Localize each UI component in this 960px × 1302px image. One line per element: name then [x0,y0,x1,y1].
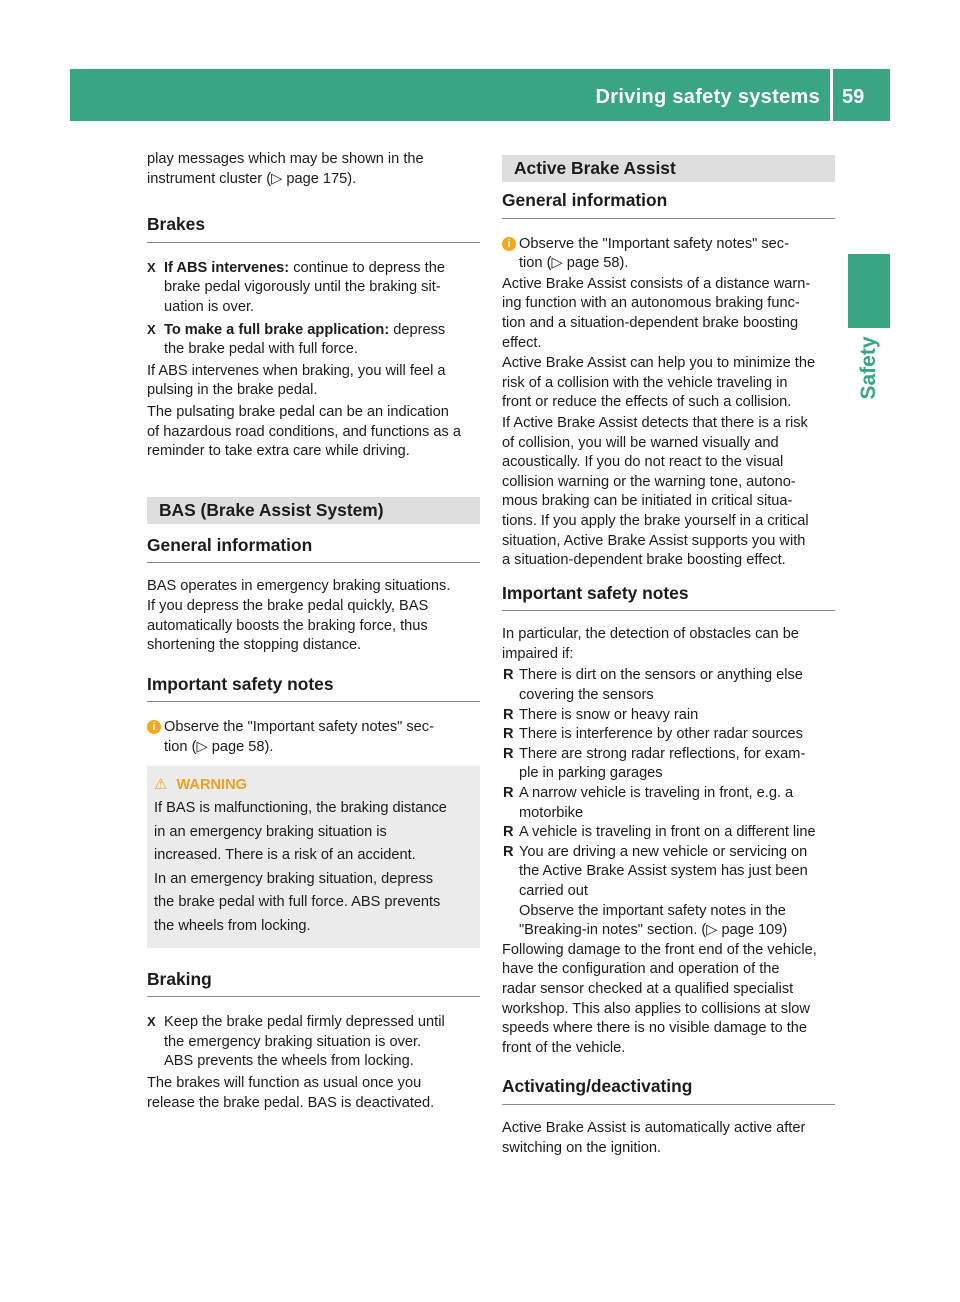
list-item: R A narrow vehicle is traveling in front, e.g. a motorbike [503,785,794,821]
list-item: R There is dirt on the sensors or anything else covering the sensors [503,667,803,704]
step-item: X Keep the brake pedal firmly depressed until the emergency braking situation is over. ABS prevents the wheels from locking. [147,1014,445,1070]
general-information-heading: General information [147,536,480,564]
front-damage-paragraph: Following damage to the front end of the vehicle, have the configuration and operation of the radar sensor checked at a qualified specialist workshop. This also applies to collisions at slow speeds where there is no visible damage to the front of the vehicle. [502,941,817,1056]
header-divider [830,69,833,121]
bullet-marker-icon: R [503,824,514,841]
important-safety-notes-heading: Important safety notes [502,584,835,612]
aba-paragraph: Active Brake Assist consists of a distance warn- ing function with an autonomous braking func- tion and a situation-dependent brake boosting effect. [502,275,811,351]
isn-paragraph: In particular, the detection of obstacles can be impaired if: [502,626,799,662]
braking-heading: Braking [147,970,480,998]
left-column [147,150,480,1113]
info-icon: i [147,720,161,734]
step-marker-icon: X [147,259,156,275]
intro-paragraph: play messages which may be shown in the instrument cluster (▷ page 175). [147,151,424,187]
list-item: R You are driving a new vehicle or servicing on the Active Brake Assist system has just been carried out Observe the important safety notes in the "Breaking-in notes" section. (▷ page 109) [503,843,808,939]
list-item: R There is snow or heavy rain [503,706,699,723]
bullet-marker-icon: R [503,726,514,743]
warning-box: ⚠ WARNING If BAS is malfunctioning, the braking distance in an emergency braking situation is increased. There is a risk of an accident. In an emergency braking situation, depress the brake pedal with full force. ABS prevents the wheels from locking. [147,766,480,947]
activating-paragraph: Active Brake Assist is automatically active after switching on the ignition. [502,1119,806,1156]
brakes-heading: Brakes [147,215,480,243]
warning-triangle-icon: ⚠ [154,776,168,794]
step-item: X If ABS intervenes: continue to depress the brake pedal vigorously until the braking sit- uation is over. [147,259,445,315]
page-number: 59 [842,86,865,108]
step-marker-icon: X [147,1014,156,1030]
bullet-marker-icon: R [503,706,514,723]
bullet-marker-icon: R [503,667,514,684]
general-information-heading: General information [502,191,835,219]
brakes-paragraph: If ABS intervenes when braking, you will feel a pulsing in the brake pedal. [147,362,446,399]
right-column [502,155,835,1158]
bullet-marker-icon: R [503,745,514,762]
bas-paragraph: BAS operates in emergency braking situations. If you depress the brake pedal quickly, BAS automatically boosts the braking force, thus shortening the stopping distance. [147,578,451,654]
side-tab-block [848,254,890,328]
aba-paragraph: If Active Brake Assist detects that there is a risk of collision, you will be warned visually and acoustically. If you do not react to the visual collision warning or the warning tone, autono- mous braking can be initiated in critical situa- tions. If you apply the brake yourself in a critical situation, Active Brake Assist supports you with a situation-dependent brake boosting effect. [502,414,809,569]
important-safety-notes-heading: Important safety notes [147,675,480,703]
header-title: Driving safety systems [595,86,820,108]
active-brake-assist-heading: Active Brake Assist [502,155,835,182]
info-icon: i [502,237,516,251]
bas-section-heading: BAS (Brake Assist System) [147,497,480,524]
braking-paragraph: The brakes will function as usual once you release the brake pedal. BAS is deactivated. [147,1075,435,1111]
warning-header: ⚠ WARNING [154,774,473,797]
list-item: R A vehicle is traveling in front on a different line [503,824,816,841]
info-note: i Observe the "Important safety notes" sec- tion (▷ page 58). [502,235,835,273]
info-note: i Observe the "Important safety notes" sec- tion (▷ page 58). [147,718,480,756]
aba-paragraph: Active Brake Assist can help you to minimize the risk of a collision with the vehicle traveling in front or reduce the effects of such a collision. [502,355,816,411]
brakes-paragraph: The pulsating brake pedal can be an indication of hazardous road conditions, and functions as a reminder to take extra care while driving. [147,403,461,460]
list-item: R There are strong radar reflections, for exam- ple in parking garages [503,745,806,782]
bullet-marker-icon: R [503,843,514,860]
step-item: X To make a full brake application: depress the brake pedal with full force. [147,321,446,358]
activating-deactivating-heading: Activating/deactivating [502,1077,835,1105]
bullet-marker-icon: R [503,785,514,802]
list-item: R There is interference by other radar sources [503,726,803,743]
side-tab-label: Safety [857,336,880,400]
step-marker-icon: X [147,321,156,337]
